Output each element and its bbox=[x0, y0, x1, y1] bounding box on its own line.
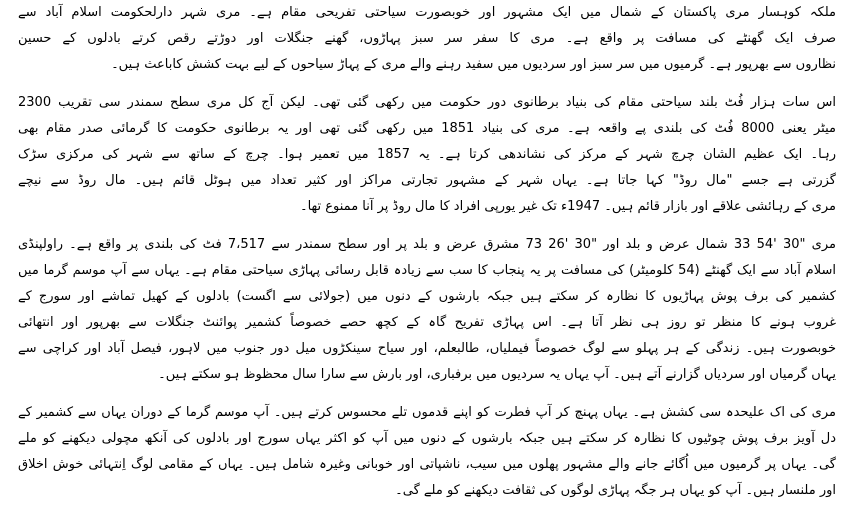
text-line: نظاروں سے بھرپور ہے۔ گرمیوں میں سر سبز اور سردیوں میں سفید رہنے والے مری کے پہاڑ سیاحوں کے لیے بہت کشش کاباعث ہیں۔ bbox=[111, 57, 836, 72]
text-line: خوبصورت ہیں۔ زندگی کے ہر پہلو سے لوگ خصوصاً فیملیاں، طالبعلم، اور سیاح سینکڑوں میل دور جنوب میں لاہور، فیصل آباد اور کراچی سے bbox=[18, 341, 836, 356]
text-line: میٹر یعنی 8000 فُٹ کی بلندی پے واقعہ ہے۔ مری کی بنیاد 1851 میں رکھی گئی تھی اور یہ برطانوی حکومت کا گرمائی صدر مقام بھی bbox=[18, 121, 836, 136]
text-line: مری کے رہائشی علاقے اور بازار قائم ہیں۔ 1947ء تک غیر یورپی افراد کا مال روڈ پر آنا ممنوع تھا۔ bbox=[299, 199, 836, 214]
text-line: غروب ہونے کا منظر تو روز ہی نظر آتا ہے۔ اس پہاڑی تفریح گاہ کے کچھ حصے خصوصاً کشمیر پوائنٹ جنگلات سے بھرپور اور انتھائی bbox=[18, 315, 836, 330]
text-line: اس سات ہزار فُٹ بلند سیاحتی مقام کی بنیاد برطانوی دور حکومت میں رکھی گئی تھی۔ لیکن آج کل مری سطح سمندر سی تقریب 2300 bbox=[18, 95, 836, 110]
article-body bbox=[18, 0, 836, 516]
text-line: اسلام آباد سے ایک گھنٹے (54 کلومیٹر) کی مسافت پر یہ پنجاب کا سب سے زیادہ قابل رسائی پہاڑی سیاحتی مقام ہے۔ یہاں سے آپ موسم گرما میں bbox=[18, 263, 836, 278]
text-line: اور ملنسار ہیں۔ آپ کو یہاں ہر جگہ پہاڑی لوگوں کی ثقافت دیکھنے کو ملے گی۔ bbox=[395, 483, 836, 498]
text-line: مری کی اک علیحدہ سی کشش ہے۔ یہاں پہنچ کر آپ فطرت کو اپنے قدموں تلے محسوس کرتے ہیں۔ آپ موسم گرما کے دوران یہاں سے کشمیر کے bbox=[18, 405, 836, 420]
text-line: یہاں گرمیاں اور سردیاں گزارنے آتے ہیں۔ آپ یہاں یہ سردیوں میں برفباری، اور بارش سے سارا سال محظوظ ہو سکتے ہیں۔ bbox=[158, 367, 836, 382]
paragraph-history bbox=[18, 90, 836, 220]
text-line: مری "30 '54 33 شمال عرض و بلد اور "30 '26 73 مشرق عرض و بلد پر اور سطح سمندر سے 7،517 فٹ کی بلندی پر واقع ہے۔ راولپنڈی bbox=[18, 237, 836, 252]
paragraph-attraction bbox=[18, 400, 836, 504]
text-line: رہا۔ ایک عظیم الشان چرچ شہر کے مرکز کی نشاندھی کرتا ہے۔ یہ 1857 میں تعمیر ہوا۔ چرچ کے ساتھ سے شہر کی مرکزی سڑک bbox=[18, 147, 836, 162]
text-line: گزرتی ہے جسے "مال روڈ" کہا جاتا ہے۔ یہاں شہر کے مشہور تجارتی مراکز اور کثیر تعداد میں ہوٹل قائم ہیں۔ مال روڈ سے نیچے bbox=[18, 173, 836, 188]
paragraph-geography bbox=[18, 232, 836, 388]
text-line: دل آویز برف پوش چوٹیوں کا نظارہ کر سکتے ہیں جبکہ بارشوں کے دنوں میں آپ کو اکثر یہاں سورج اور بادلوں کی آنکھ مچولی دیکھنے کو ملے bbox=[18, 431, 836, 446]
text-line: ملکہ کوہسار مری پاکستان کے شمال میں ایک مشہور اور خوبصورت سیاحتی تفریحی مقام ہے۔ مری شہر دارلحکومت اسلام آباد سے bbox=[18, 5, 836, 20]
text-line: کشمیر کی برف پوش پہاڑیوں کا نظارہ کر سکتے ہیں جبکہ بارشوں کے دنوں میں (جولائی سے اگست) بادلوں کے کھیل تماشے اور سورج کے bbox=[18, 289, 836, 304]
text-line: صرف ایک گھنٹے کی مسافت پر واقع ہے۔ مری کا سفر سر سبز پہاڑوں، گھنے جنگلات اور دوڑتے رقص کرتے بادلوں کے حسین bbox=[18, 31, 836, 46]
paragraph-intro bbox=[18, 0, 836, 78]
text-line: گی۔ یہاں پر گرمیوں میں اُگائے جانے والے مشہور پھلوں میں سیب، ناشپاتی اور خوبانی وغیرہ شامل ہیں۔ یہاں کے مقامی لوگ اِنتہائی خوش اخلاق bbox=[18, 457, 836, 472]
